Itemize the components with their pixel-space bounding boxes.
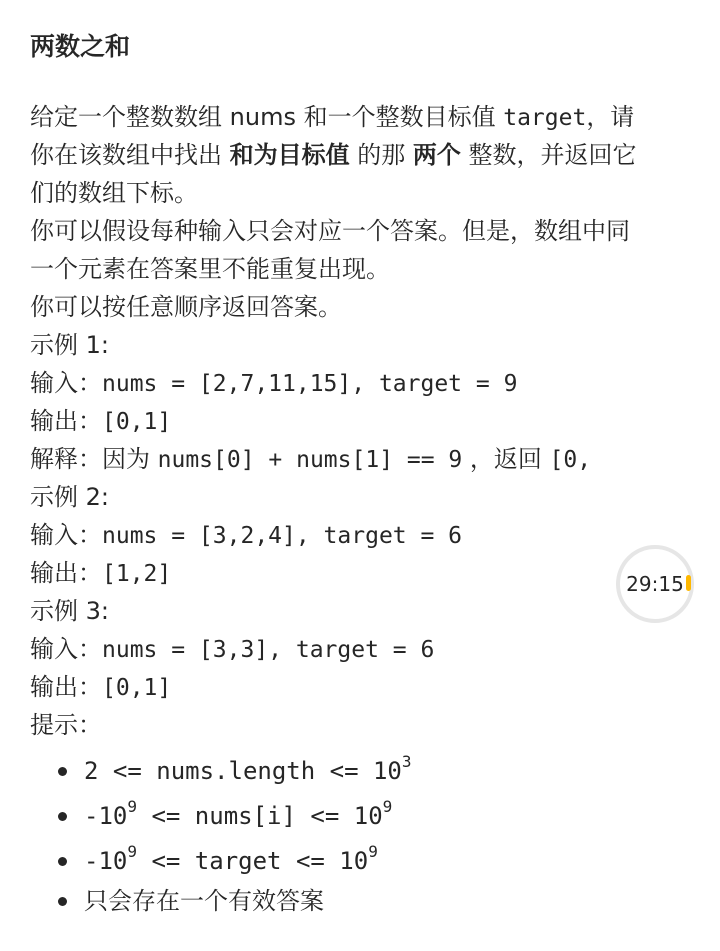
description-line	[30, 136, 637, 174]
label: 输入：	[30, 635, 102, 663]
example-2-output	[30, 554, 171, 593]
inline-code: target	[503, 105, 587, 131]
superscript: 9	[368, 842, 378, 861]
description-line: 一个元素在答案里不能重复出现。	[30, 255, 390, 283]
hint-item	[84, 797, 392, 835]
code: [0,1]	[102, 675, 172, 701]
hint-item	[84, 752, 412, 790]
label: 输入：	[30, 521, 102, 549]
superscript: 9	[127, 797, 137, 816]
description-line	[30, 98, 634, 137]
superscript: 3	[401, 752, 412, 771]
text: -10	[84, 847, 128, 875]
timer-button[interactable]	[616, 545, 694, 623]
text: <= nums[i] <= 10	[137, 802, 383, 830]
text: 整数，并返回它	[460, 141, 637, 169]
example-1-input	[30, 364, 517, 403]
hint-item: 只会存在一个有效答案	[84, 887, 324, 915]
inline-code: nums	[229, 103, 296, 131]
text: 2 <= nums.length <= 10	[84, 757, 402, 785]
description-line: 你可以按任意顺序返回答案。	[30, 293, 342, 321]
hint-item	[84, 842, 378, 880]
example-3-input	[30, 630, 434, 669]
bold-text: 和为目标值	[229, 141, 350, 169]
bullet-icon	[58, 812, 67, 821]
code: nums = [2,7,11,15], target = 9	[102, 371, 518, 397]
code: nums = [3,2,4], target = 6	[102, 523, 463, 549]
example-2-label: 示例 2:	[30, 483, 109, 511]
example-2-input	[30, 516, 462, 555]
code: nums = [3,3], target = 6	[102, 637, 435, 663]
text: 的那	[349, 141, 413, 169]
example-1-output	[30, 402, 171, 441]
code: [0,	[549, 447, 592, 473]
example-1-explanation	[30, 440, 591, 479]
label: 输出：	[30, 559, 102, 587]
text: 给定一个整数数组	[30, 103, 230, 131]
label: 解释：	[30, 445, 102, 473]
text: ，请	[586, 103, 635, 131]
hints-label: 提示：	[30, 711, 102, 739]
timer-progress-indicator	[686, 575, 691, 591]
superscript: 9	[382, 797, 393, 816]
text: 因为	[102, 445, 158, 473]
example-1-label: 示例 1:	[30, 331, 109, 359]
bold-text: 两个	[412, 141, 461, 169]
bullet-icon	[58, 857, 67, 866]
bullet-icon	[58, 897, 67, 906]
code: [0,1]	[102, 409, 172, 435]
description-line: 们的数组下标。	[30, 179, 198, 207]
bullet-icon	[58, 767, 67, 776]
label: 输出：	[30, 407, 102, 435]
text: -10	[84, 802, 128, 830]
example-3-output	[30, 668, 171, 707]
problem-title: 两数之和	[30, 32, 131, 61]
code: [1,2]	[102, 561, 172, 587]
timer-value: 29:15	[626, 572, 684, 596]
text: ，返回	[462, 445, 550, 473]
text: 和一个整数目标值	[295, 103, 504, 131]
description-line: 你可以假设每种输入只会对应一个答案。但是，数组中同	[30, 217, 630, 245]
superscript: 9	[127, 842, 137, 861]
text: 你在该数组中找出	[30, 141, 230, 169]
example-3-label: 示例 3:	[30, 597, 109, 625]
code: nums[0] + nums[1] == 9	[157, 447, 463, 473]
label: 输出：	[30, 673, 102, 701]
text: <= target <= 10	[137, 847, 369, 875]
label: 输入：	[30, 369, 102, 397]
